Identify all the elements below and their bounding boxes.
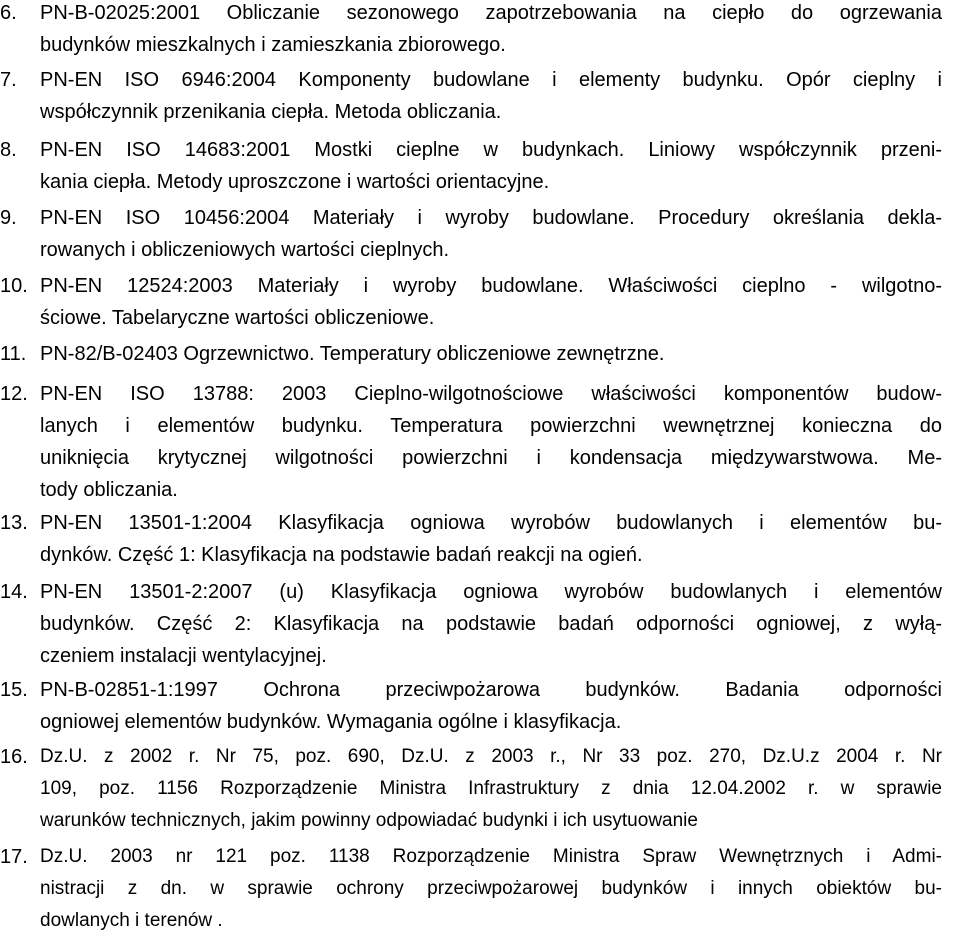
- reference-line: Dz.U. 2003 nr 121 poz. 1138 Rozporządzenie Ministra Spraw Wewnętrznych i Admi-: [40, 846, 942, 867]
- reference-line: PN-EN ISO 10456:2004 Materiały i wyroby budowlane. Procedury określania dekla-: [40, 207, 942, 229]
- reference-number: 7.: [0, 69, 17, 91]
- reference-line: PN-EN 13501-2:2007 (u) Klasyfikacja ogniowa wyrobów budowlanych i elementów: [40, 581, 942, 603]
- reference-number: 15.: [0, 679, 28, 701]
- reference-number: 10.: [0, 275, 28, 297]
- reference-line: ogniowej elementów budynków. Wymagania ogólne i klasyfikacja.: [40, 711, 622, 733]
- reference-line: czeniem instalacji wentylacyjnej.: [40, 645, 327, 667]
- reference-item: [0, 270, 942, 334]
- reference-item: [0, 134, 942, 198]
- reference-item: [0, 674, 942, 738]
- reference-line: dowlanych i terenów .: [40, 910, 223, 931]
- reference-line: warunków technicznych, jakim powinny odpowiadać budynki i ich usytuowanie: [40, 810, 698, 831]
- reference-item: [0, 378, 942, 506]
- reference-line: tody obliczania.: [40, 479, 178, 501]
- reference-line: PN-B-02025:2001 Obliczanie sezonowego zapotrzebowania na ciepło do ogrzewania: [40, 2, 942, 24]
- reference-item: [0, 338, 942, 370]
- reference-text: [40, 674, 942, 738]
- reference-number: 17.: [0, 846, 28, 868]
- reference-text: [40, 202, 942, 266]
- reference-line: ściowe. Tabelaryczne wartości obliczeniowe.: [40, 307, 435, 329]
- reference-line: PN-EN ISO 6946:2004 Komponenty budowlane i elementy budynku. Opór cieplny i: [40, 69, 942, 91]
- reference-number: 9.: [0, 207, 17, 229]
- reference-text: [40, 64, 942, 128]
- reference-number: 12.: [0, 383, 28, 405]
- reference-item: [0, 741, 942, 837]
- reference-line: rowanych i obliczeniowych wartości cieplnych.: [40, 239, 450, 261]
- reference-text: [40, 741, 942, 837]
- reference-item: [0, 576, 942, 672]
- reference-number: 14.: [0, 581, 28, 603]
- reference-line: PN-82/B-02403 Ogrzewnictwo. Temperatury obliczeniowe zewnętrzne.: [40, 343, 665, 365]
- reference-text: [40, 0, 942, 61]
- reference-line: PN-B-02851-1:1997 Ochrona przeciwpożarowa budynków. Badania odporności: [40, 679, 942, 701]
- reference-item: [0, 507, 942, 571]
- reference-line: dynków. Część 1: Klasyfikacja na podstawie badań reakcji na ogień.: [40, 544, 643, 566]
- reference-line: PN-EN 13501-1:2004 Klasyfikacja ogniowa wyrobów budowlanych i elementów bu-: [40, 512, 942, 534]
- reference-line: Dz.U. z 2002 r. Nr 75, poz. 690, Dz.U. z 2003 r., Nr 33 poz. 270, Dz.U.z 2004 r. Nr: [40, 746, 942, 767]
- reference-line: PN-EN ISO 13788: 2003 Cieplno-wilgotnościowe właściwości komponentów budow-: [40, 383, 942, 405]
- reference-line: lanych i elementów budynku. Temperatura powierzchni wewnętrznej konieczna do: [40, 415, 942, 437]
- reference-line: PN-EN 12524:2003 Materiały i wyroby budowlane. Właściwości cieplno - wilgotno-: [40, 275, 942, 297]
- reference-number: 6.: [0, 2, 17, 24]
- reference-line: budynków mieszkalnych i zamieszkania zbiorowego.: [40, 34, 506, 56]
- reference-line: współczynnik przenikania ciepła. Metoda obliczania.: [40, 101, 502, 123]
- reference-item: [0, 64, 942, 128]
- reference-number: 11.: [0, 343, 27, 365]
- reference-line: budynków. Część 2: Klasyfikacja na podstawie badań odporności ogniowej, z wyłą-: [40, 613, 942, 635]
- reference-line: 109, poz. 1156 Rozporządzenie Ministra Infrastruktury z dnia 12.04.2002 r. w sprawie: [40, 778, 942, 799]
- reference-text: [40, 378, 942, 506]
- reference-item: [0, 0, 942, 61]
- reference-item: [0, 841, 942, 937]
- reference-number: 8.: [0, 139, 17, 161]
- reference-item: [0, 202, 942, 266]
- reference-number: 16.: [0, 746, 28, 768]
- reference-number: 13.: [0, 512, 28, 534]
- reference-text: [40, 576, 942, 672]
- reference-text: [40, 841, 942, 937]
- reference-line: kania ciepła. Metody uproszczone i wartości orientacyjne.: [40, 171, 550, 193]
- reference-line: nistracji z dn. w sprawie ochrony przeciwpożarowej budynków i innych obiektów bu-: [40, 878, 942, 899]
- reference-text: [40, 507, 942, 571]
- reference-text: [40, 270, 942, 334]
- reference-line: PN-EN ISO 14683:2001 Mostki cieplne w budynkach. Liniowy współczynnik przeni-: [40, 139, 942, 161]
- reference-text: [40, 134, 942, 198]
- reference-text: [40, 338, 942, 370]
- reference-line: uniknięcia krytycznej wilgotności powierzchni i kondensacja międzywarstwowa. Me-: [40, 447, 942, 469]
